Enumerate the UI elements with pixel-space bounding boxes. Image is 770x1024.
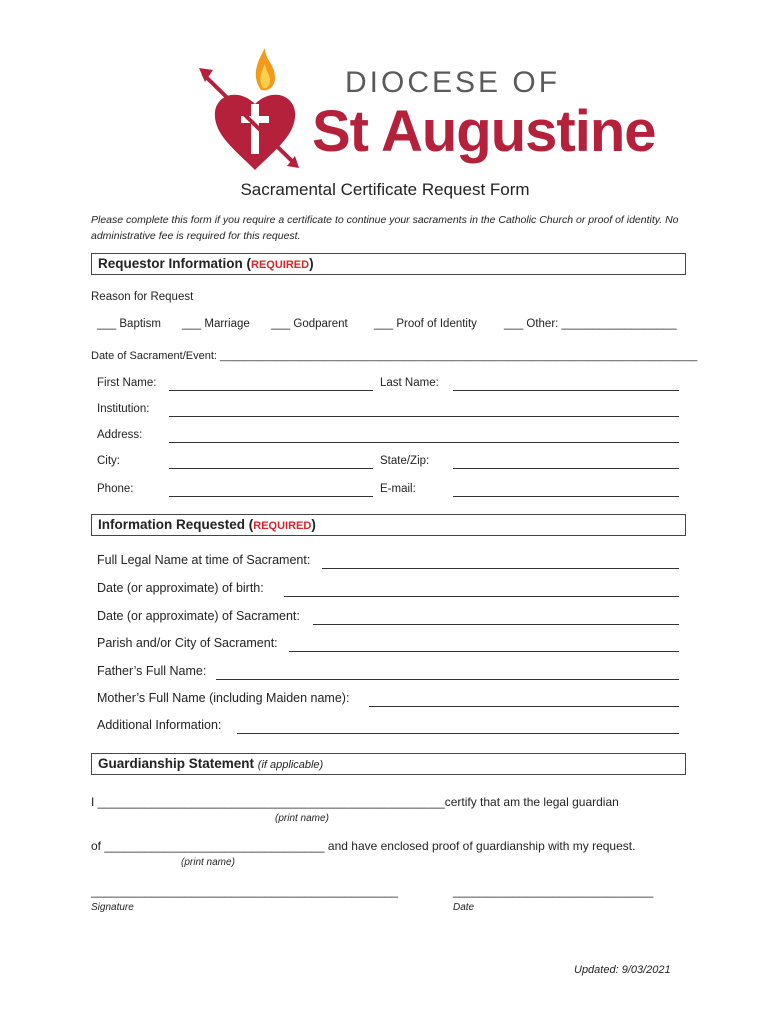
sacrament-date-label: Date (or approximate) of Sacrament: xyxy=(97,609,300,623)
guardian-certify-statement[interactable]: I ____________________________________________________certify that am the legal guardian xyxy=(91,795,619,809)
requestor-section-header xyxy=(91,253,686,275)
date-of-sacrament-field[interactable]: Date of Sacrament/Event: ______________________________________________________________________________ xyxy=(91,350,698,362)
reason-proof-identity-option[interactable]: ___ Proof of Identity xyxy=(374,318,477,330)
reason-baptism-option[interactable]: ___ Baptism xyxy=(97,318,161,330)
full-legal-name-label: Full Legal Name at time of Sacrament: xyxy=(97,553,311,567)
additional-info-field[interactable] xyxy=(237,733,679,734)
guardian-of-statement[interactable]: of _________________________________ and have enclosed proof of guardianship with my request. xyxy=(91,839,636,853)
required-tag: REQUIRED xyxy=(251,259,310,271)
signature-field[interactable]: ______________________________________________ xyxy=(91,884,398,898)
address-label: Address: xyxy=(97,429,143,441)
email-label: E-mail: xyxy=(380,483,416,495)
father-name-label: Father’s Full Name: xyxy=(97,664,207,678)
updated-date: Updated: 9/03/2021 xyxy=(574,964,671,976)
sacrament-date-field[interactable] xyxy=(313,624,679,625)
birth-date-label: Date (or approximate) of birth: xyxy=(97,581,264,595)
reason-marriage-option[interactable]: ___ Marriage xyxy=(182,318,250,330)
section-heading-close: ) xyxy=(309,256,314,271)
info-section-header xyxy=(91,514,686,536)
date-caption: Date xyxy=(453,902,475,913)
signature-caption: Signature xyxy=(91,902,134,913)
phone-label: Phone: xyxy=(97,483,134,495)
state-zip-label: State/Zip: xyxy=(380,455,430,467)
brand-top-text: DIOCESE OF xyxy=(345,66,561,99)
required-tag: REQUIRED xyxy=(253,520,312,532)
last-name-field[interactable] xyxy=(453,390,679,391)
sacred-heart-logo-icon xyxy=(195,42,315,172)
mother-name-label: Mother’s Full Name (including Maiden name): xyxy=(97,691,350,705)
reason-label: Reason for Request xyxy=(91,291,194,303)
birth-date-field[interactable] xyxy=(284,596,679,597)
reason-godparent-option[interactable]: ___ Godparent xyxy=(271,318,348,330)
section-heading-close: ) xyxy=(311,517,316,532)
parish-city-field[interactable] xyxy=(289,651,679,652)
reason-other-option[interactable]: ___ Other: __________________ xyxy=(504,318,677,330)
first-name-label: First Name: xyxy=(97,377,157,389)
full-legal-name-field[interactable] xyxy=(322,568,679,569)
institution-field[interactable] xyxy=(169,416,679,417)
section-heading: Guardianship Statement xyxy=(98,756,255,771)
first-name-field[interactable] xyxy=(169,390,373,391)
parish-city-label: Parish and/or City of Sacrament: xyxy=(97,636,278,650)
guardianship-section-header xyxy=(91,753,686,775)
state-zip-field[interactable] xyxy=(453,468,679,469)
section-heading: Requestor Information ( xyxy=(98,256,252,271)
section-note: (if applicable) xyxy=(257,759,324,771)
institution-label: Institution: xyxy=(97,403,150,415)
last-name-label: Last Name: xyxy=(380,377,439,389)
additional-info-label: Additional Information: xyxy=(97,718,222,732)
date-field[interactable]: ______________________________ xyxy=(453,884,654,898)
city-label: City: xyxy=(97,455,120,467)
mother-name-field[interactable] xyxy=(369,706,679,707)
intro-text: Please complete this form if you require a certificate to continue your sacraments in the Catholic Church or proof of identity. No administrative fee is required for this request. xyxy=(91,214,679,242)
father-name-field[interactable] xyxy=(216,679,679,680)
phone-field[interactable] xyxy=(169,496,373,497)
form-title: Sacramental Certificate Request Form xyxy=(240,180,530,199)
print-name-caption: (print name) xyxy=(181,857,235,868)
brand-main-text: St Augustine xyxy=(312,99,656,164)
address-field[interactable] xyxy=(169,442,679,443)
section-heading: Information Requested ( xyxy=(98,517,254,532)
print-name-caption: (print name) xyxy=(275,813,329,824)
email-field[interactable] xyxy=(453,496,679,497)
city-field[interactable] xyxy=(169,468,373,469)
